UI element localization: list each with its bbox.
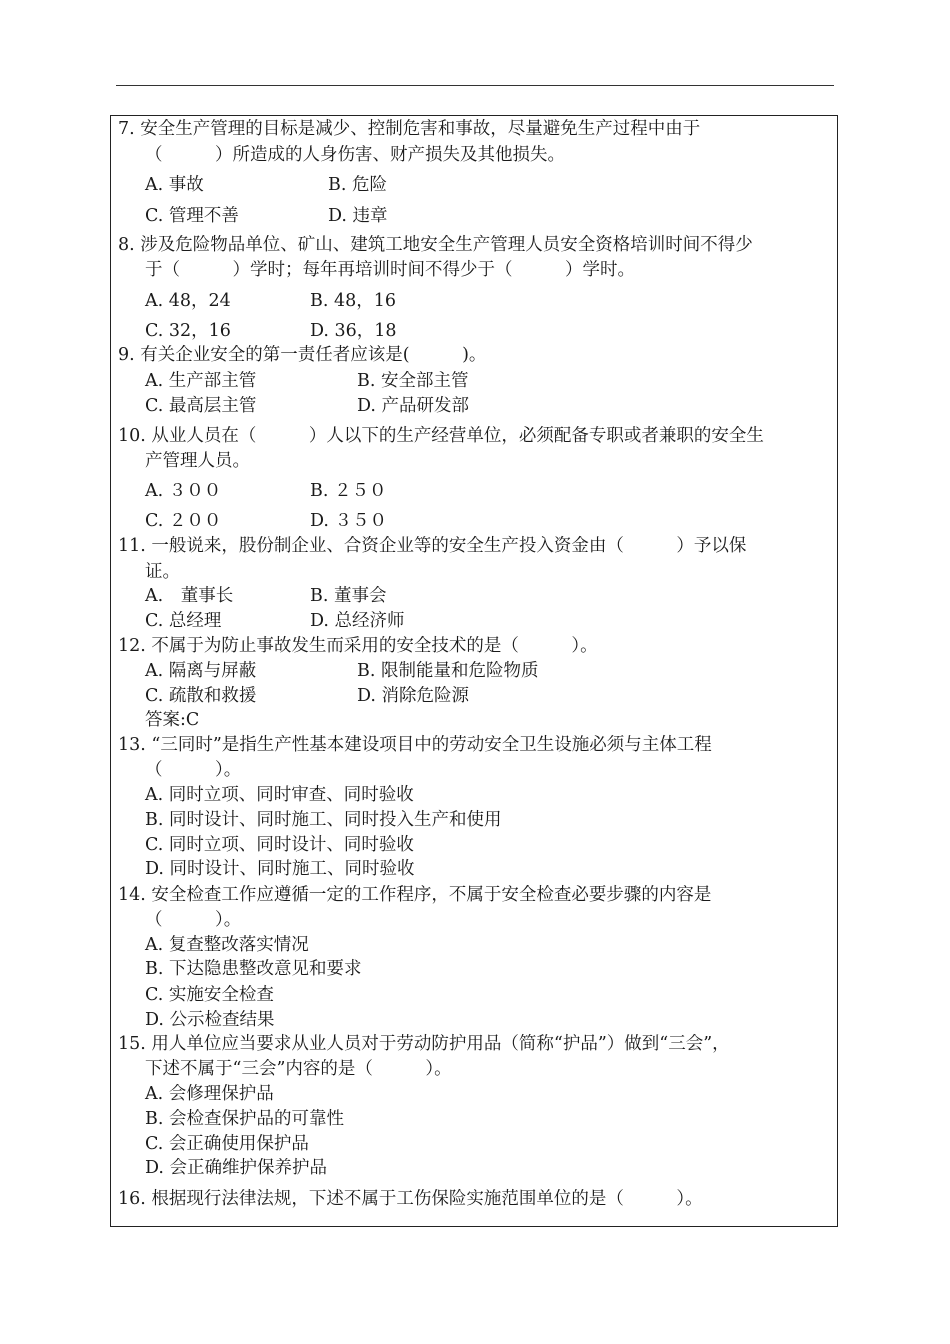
- question-15-option-a: A. 会修理保护品: [145, 1084, 274, 1104]
- question-14-option-d: D. 公示检查结果: [145, 1010, 275, 1030]
- question-9-option-b: B. 安全部主管: [357, 371, 469, 391]
- question-13-line-1: 13. “三同时”是指生产性基本建设项目中的劳动安全卫生设施必须与主体工程: [118, 735, 712, 755]
- question-13-option-a: A. 同时立项、同时审查、同时验收: [145, 785, 414, 805]
- question-12-line-1: 12. 不属于为防止事故发生而采用的安全技术的是（ ）。: [118, 636, 598, 656]
- question-7-option-c: C. 管理不善: [145, 206, 239, 226]
- question-9-option-a: A. 生产部主管: [145, 371, 257, 391]
- question-10-option-a: A. ３００: [145, 481, 222, 501]
- question-12-option-b: B. 限制能量和危险物质: [357, 661, 539, 681]
- question-12-answer: 答案:C: [145, 710, 200, 730]
- question-10-line-1: 10. 从业人员在（ ）人以下的生产经营单位，必须配备专职或者兼职的安全生: [118, 426, 764, 446]
- question-12-option-d: D. 消除危险源: [357, 686, 470, 706]
- question-14-line-1: 14. 安全检查工作应遵循一定的工作程序，不属于安全检查必要步骤的内容是: [118, 885, 712, 905]
- question-15-option-c: C. 会正确使用保护品: [145, 1134, 309, 1154]
- question-14-option-b: B. 下达隐患整改意见和要求: [145, 959, 362, 979]
- question-11-option-a: A. 董事长: [145, 586, 234, 606]
- question-15-option-d: D. 会正确维护保养护品: [145, 1158, 328, 1178]
- question-8-option-a: A. 48，24: [145, 291, 231, 311]
- header-rule: [116, 85, 834, 86]
- question-12-option-a: A. 隔离与屏蔽: [145, 661, 257, 681]
- question-10-option-b: B. ２５０: [310, 481, 387, 501]
- question-10-option-c: C. ２００: [145, 511, 222, 531]
- question-7-line-1: 7. 安全生产管理的目标是减少、控制危害和事故，尽量避免生产过程中由于: [118, 119, 701, 139]
- question-9-option-d: D. 产品研发部: [357, 396, 470, 416]
- question-10-line-2: 产管理人员。: [145, 451, 250, 471]
- question-8-line-2: 于（ ）学时；每年再培训时间不得少于（ ）学时。: [145, 260, 635, 280]
- question-11-line-1: 11. 一般说来，股份制企业、合资企业等的安全生产投入资金由（ ）予以保: [118, 536, 747, 556]
- question-11-option-c: C. 总经理: [145, 611, 222, 631]
- question-7-line-2: （ ）所造成的人身伤害、财产损失及其他损失。: [145, 145, 565, 165]
- question-8-option-d: D. 36，18: [310, 321, 397, 341]
- question-15-line-2: 下述不属于“三会”内容的是（ ）。: [145, 1059, 452, 1079]
- question-15-option-b: B. 会检查保护品的可靠性: [145, 1109, 344, 1129]
- question-13-option-d: D. 同时设计、同时施工、同时验收: [145, 859, 415, 879]
- question-13-option-b: B. 同时设计、同时施工、同时投入生产和使用: [145, 810, 502, 830]
- question-14-option-c: C. 实施安全检查: [145, 985, 274, 1005]
- question-9-line-1: 9. 有关企业安全的第一责任者应该是( )。: [118, 345, 487, 365]
- question-14-line-2: （ ）。: [145, 910, 242, 930]
- question-11-line-2: 证。: [145, 562, 180, 582]
- question-8-option-b: B. 48，16: [310, 291, 397, 311]
- question-15-line-1: 15. 用人单位应当要求从业人员对于劳动防护用品（简称“护品”）做到“三会”，: [118, 1034, 730, 1054]
- question-9-option-c: C. 最高层主管: [145, 396, 257, 416]
- question-11-option-d: D. 总经济师: [310, 611, 405, 631]
- question-8-option-c: C. 32，16: [145, 321, 231, 341]
- question-7-option-d: D. 违章: [328, 206, 388, 226]
- question-16-line-1: 16. 根据现行法律法规，下述不属于工伤保险实施范围单位的是（ ）。: [118, 1189, 703, 1209]
- question-13-option-c: C. 同时立项、同时设计、同时验收: [145, 835, 414, 855]
- question-7-option-a: A. 事故: [145, 175, 204, 195]
- question-10-option-d: D. ３５０: [310, 511, 388, 531]
- question-13-line-2: （ ）。: [145, 760, 242, 780]
- question-12-option-c: C. 疏散和救援: [145, 686, 257, 706]
- question-14-option-a: A. 复查整改落实情况: [145, 935, 309, 955]
- question-8-line-1: 8. 涉及危险物品单位、矿山、建筑工地安全生产管理人员安全资格培训时间不得少: [118, 235, 753, 255]
- question-11-option-b: B. 董事会: [310, 586, 387, 606]
- question-7-option-b: B. 危险: [328, 175, 387, 195]
